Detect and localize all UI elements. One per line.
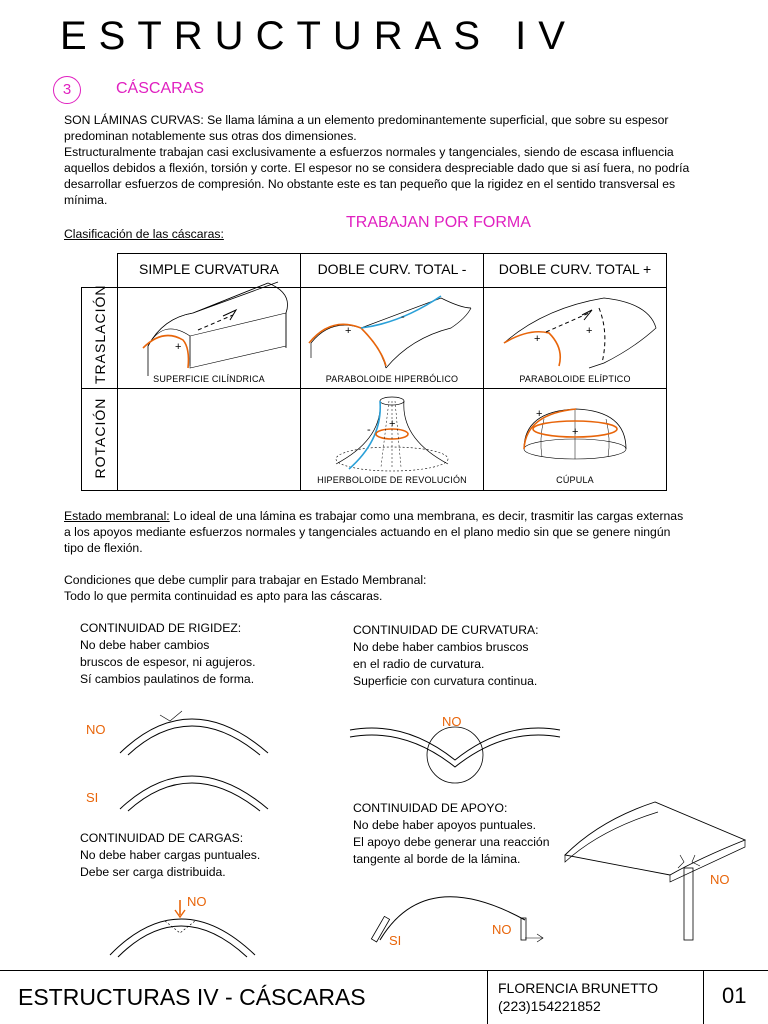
membranal-line: tipo de flexión. xyxy=(64,541,143,555)
author-name: FLORENCIA BRUNETTO xyxy=(498,980,658,996)
curvatura-block xyxy=(353,622,539,690)
rigidez-no-label: NO xyxy=(86,722,106,737)
apoyo-line: El apoyo debe generar una reacción xyxy=(353,835,550,849)
apoyo-line: No debe haber apoyos puntuales. xyxy=(353,818,536,832)
cargas-arch-diagram xyxy=(105,895,265,965)
caption-cupula: CÚPULA xyxy=(556,475,594,485)
footer-author xyxy=(498,979,658,1015)
svg-text:-: - xyxy=(367,424,371,436)
apoyo-block xyxy=(353,800,550,868)
intro-line: predominan notablemente sus otras dos dimensiones. xyxy=(64,129,357,143)
footer-divider-vertical xyxy=(703,970,704,1024)
curvatura-diagram xyxy=(345,715,565,785)
intro-line: aquellos debidos a flexión, torsión y corte. El espesor no se considera despreciable dado que si así fuera, no podría xyxy=(64,161,690,175)
cell-hiperboloide-revolucion xyxy=(300,388,484,491)
curvatura-no-label: NO xyxy=(442,714,462,729)
svg-text:+: + xyxy=(389,418,396,430)
apoyo-no2-label: NO xyxy=(710,872,730,887)
svg-text:+: + xyxy=(536,408,543,420)
caption-paraboloide-hiperbolico: PARABOLOIDE HIPERBÓLICO xyxy=(325,374,459,384)
page-number: 01 xyxy=(722,983,747,1008)
cell-cupula xyxy=(483,388,667,491)
rigidez-line: bruscos de espesor, ni agujeros. xyxy=(80,655,256,669)
svg-text:+: + xyxy=(345,325,352,337)
curvatura-line: No debe haber cambios bruscos xyxy=(353,640,529,654)
row-label-text: ROTACIÓN xyxy=(92,397,108,479)
membranal-paragraph xyxy=(64,508,683,556)
row-label-rotacion xyxy=(81,388,118,491)
curvatura-line: en el radio de curvatura. xyxy=(353,657,485,671)
apoyo-line: tangente al borde de la lámina. xyxy=(353,852,521,866)
rigidez-block xyxy=(80,620,255,688)
classification-subtitle: TRABAJAN POR FORMA xyxy=(346,214,531,231)
intro-line: mínima. xyxy=(64,193,108,207)
membranal-line: a los apoyos mediante esfuerzos normales y tangenciales actuando en el plano medio sin que se genere ningún xyxy=(64,525,671,539)
cell-empty xyxy=(117,388,301,491)
cargas-line: No debe haber cargas puntuales. xyxy=(80,848,261,862)
rigidez-line: No debe haber cambios xyxy=(80,638,210,652)
footer-divider xyxy=(0,970,768,971)
curvatura-title: CONTINUIDAD DE CURVATURA: xyxy=(353,623,539,637)
intro-line: SON LÁMINAS CURVAS: Se llama lámina a un elemento predominantemente superficial, que sobre su espesor xyxy=(64,113,669,127)
cell-superficie-cilindrica xyxy=(117,287,301,389)
cargas-title: CONTINUIDAD DE CARGAS: xyxy=(80,831,244,845)
rigidez-line: Sí cambios paulatinos de forma. xyxy=(80,672,255,686)
header-doble-curv-positiva: DOBLE CURV. TOTAL + xyxy=(483,253,667,288)
row-label-traslacion xyxy=(81,284,118,389)
section-number-badge: 3 xyxy=(53,76,81,104)
membranal-line: Lo ideal de una lámina es trabajar como una membrana, es decir, trasmitir las cargas externas xyxy=(169,509,684,523)
section-title: CÁSCARAS xyxy=(116,80,205,97)
svg-text:+: + xyxy=(534,333,541,345)
svg-text:-: - xyxy=(401,311,405,323)
cargas-line: Debe ser carga distribuida. xyxy=(80,865,226,879)
intro-line: Estructuralmente trabajan casi exclusivamente a esfuerzos normales y tangenciales, siendo de escasa influencia xyxy=(64,145,674,159)
classification-label: Clasificación de las cáscaras: xyxy=(64,227,224,241)
rigidez-arch-diagrams xyxy=(110,705,280,815)
apoyo-no-label: NO xyxy=(492,922,512,937)
cargas-block xyxy=(80,830,260,881)
header-simple-curvatura: SIMPLE CURVATURA xyxy=(117,253,301,288)
svg-text:+: + xyxy=(572,426,579,438)
rigidez-title: CONTINUIDAD DE RIGIDEZ: xyxy=(80,621,242,635)
conditions-paragraph xyxy=(64,572,426,604)
footer-title: ESTRUCTURAS IV - CÁSCARAS xyxy=(18,984,366,1010)
intro-line: desarrollar esfuerzos de compresión. No obstante este es tan pequeño que la rigidez en el sentido transversal es xyxy=(64,177,676,191)
svg-text:+: + xyxy=(175,341,182,353)
header-doble-curv-negativa: DOBLE CURV. TOTAL - xyxy=(300,253,484,288)
conditions-line: Todo lo que permita continuidad es apto para las cáscaras. xyxy=(64,589,383,603)
intro-paragraph xyxy=(64,112,689,208)
footer-divider-vertical xyxy=(487,970,488,1024)
author-phone: (223)154221852 xyxy=(498,998,601,1014)
apoyo-si-label: SI xyxy=(389,933,402,948)
curvatura-line: Superficie con curvatura continua. xyxy=(353,674,538,688)
rigidez-si-label: SI xyxy=(86,790,99,805)
page-title: ESTRUCTURAS IV xyxy=(60,14,577,58)
caption-superficie-cilindrica: SUPERFICIE CILÍNDRICA xyxy=(153,374,265,384)
apoyo-title: CONTINUIDAD DE APOYO: xyxy=(353,801,508,815)
row-label-text: TRASLACIÓN xyxy=(92,284,108,384)
cell-paraboloide-hiperbolico xyxy=(300,287,484,389)
cargas-no-label: NO xyxy=(187,894,207,909)
membranal-term: Estado membranal: xyxy=(64,509,170,523)
cell-paraboloide-eliptico xyxy=(483,287,667,389)
svg-text:+: + xyxy=(586,325,593,337)
caption-paraboloide-eliptico: PARABOLOIDE ELÍPTICO xyxy=(519,374,631,384)
conditions-line: Condiciones que debe cumplir para trabajar en Estado Membranal: xyxy=(64,573,427,587)
caption-hiperboloide-revolucion: HIPERBOLOIDE DE REVOLUCIÓN xyxy=(317,475,467,485)
